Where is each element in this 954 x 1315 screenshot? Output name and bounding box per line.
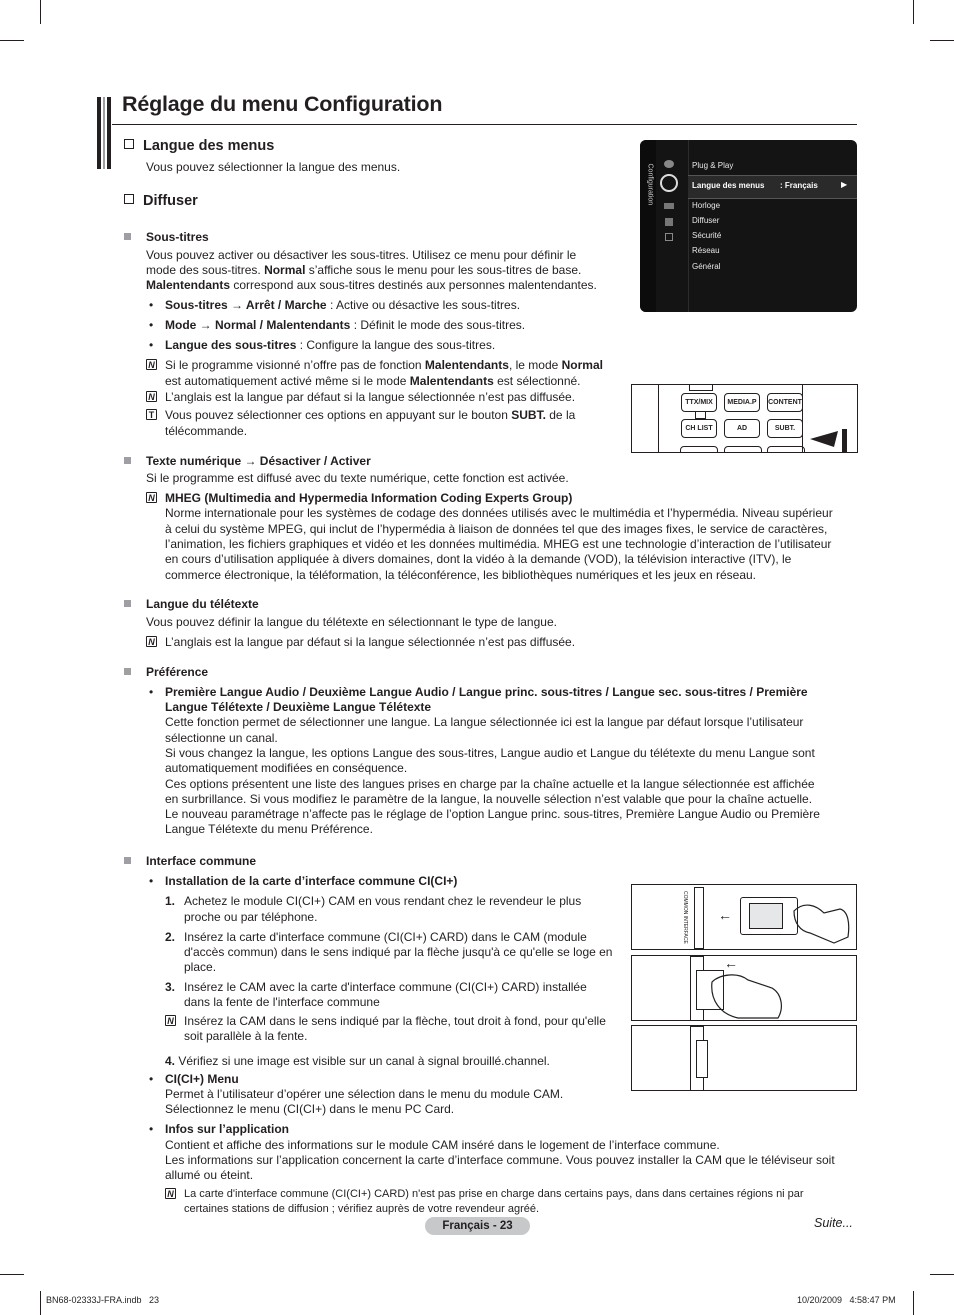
body-text: Sélectionnez le menu (CI(CI+) dans le menu PC Card. [165,1102,455,1116]
grey-square-icon [124,457,131,464]
body-text: Les informations sur l’application concernent la carte d’interface commune. Vous pouvez installer la CAM que le téléviseur soit [165,1153,835,1167]
menu-item-value: : Français [780,181,818,190]
bullet-icon: • [149,685,154,699]
checkbox-square-icon [124,139,134,149]
bullet-text: Sous-titres → Arrêt / Marche : Active ou désactive les sous-titres. [165,298,521,312]
bullet-text: Infos sur l’application [165,1122,290,1136]
note-text: est automatiquement activé même si le mode Malentendants est sélectionné. [165,374,581,388]
body-text: sélectionne un canal. [165,731,278,745]
ci-illustration-2 [631,955,857,1021]
subheading-teletexte: Langue du télétexte [146,597,259,611]
checkbox-square-icon [124,194,134,204]
bullet-icon: • [149,1072,154,1086]
note-text: Norme internationale pour les systèmes de codage des données utilisés avec le multimédia et l’hypermédia. Niveau supérieur [165,506,833,520]
step-text: dans la fente de l'interface commune [184,995,380,1009]
remote-note-icon: T [146,409,157,420]
crop-mark [40,0,41,24]
crop-mark [40,1291,41,1315]
menu-side-label: Configuration [646,163,654,206]
crop-mark [0,1274,24,1275]
menu-item-general[interactable]: Général [692,262,721,271]
subheading-texte: Texte numérique → Désactiver / Activer [146,454,371,468]
body-text: mode des sous-titres. Normal s’affiche sous le menu pour les sous-titres de base. [146,263,582,277]
file-label: BN68-02333J-FRA.indb 23 [46,1295,160,1305]
bullet-text: Langue Télétexte / Deuxième Langue Télétexte [165,700,432,714]
body-text: Contient et affiche des informations sur le module CAM inséré dans le logement de l’interface commune. [165,1138,720,1152]
content-button: CONTENT [767,393,803,412]
note-icon: N [146,391,157,402]
pointer-arrow-icon [808,425,856,452]
step-number: 1. [165,894,176,908]
body-text: Cette fonction permet de sélectionner une langue. La langue sélectionnée ici est la langue par défaut lorsque l’utilisateur [165,715,804,729]
step-number: 3. [165,980,176,994]
body-text: automatiquement modifiées en conséquence. [165,761,408,775]
note-text: l’animation, les fichiers graphiques et vidéo et les données multimédia. MHEG est une technologie d’interaction de l’utilisateur [165,537,832,551]
crop-mark [913,0,914,24]
arrow-left-icon: ← [724,955,738,971]
note-text: Insérez la CAM dans le sens indiqué par la flèche, tout droit à fond, pour qu'elle [184,1014,606,1028]
decor-bar [107,97,111,169]
section-heading: Diffuser [143,193,198,209]
note-text: télécommande. [165,424,248,438]
menu-item-reseau[interactable]: Réseau [692,246,720,255]
support-icon [665,233,673,241]
ci-card [749,903,783,929]
body-text: Le nouveau paramétrage n’affecte pas le réglage de l’option Langue princ. sous-titres, Première Langue Audio ou Première [165,807,820,821]
menu-item-horloge[interactable]: Horloge [692,201,721,210]
note-text: Vous pouvez sélectionner ces options en appuyant sur le bouton SUBT. de la [165,408,576,422]
body-text: Langue Télétexte du menu Préférence. [165,822,373,836]
arrow-right-icon: ▶ [841,180,848,189]
ch-list-button: CH LIST [681,419,717,438]
input-icon [664,203,674,209]
note-icon: N [165,1188,176,1199]
crop-mark [930,1274,954,1275]
slot-label: COMMON INTERFACE [682,891,688,944]
bullet-icon: • [149,338,154,352]
body-text: Vous pouvez activer ou désactiver les sous-titres. Utilisez ce menu pour définir le [146,248,577,262]
subheading-soustitres: Sous-titres [146,230,209,244]
body-text: Malentendants correspond aux sous-titres destinés aux personnes malentendantes. [146,278,597,292]
bullet-text: Première Langue Audio / Deuxième Langue Audio / Langue princ. sous-titres / Langue sec. sous-titres / Première [165,685,808,699]
section-langue-menus [124,138,274,154]
step-text: d'accès commun) dans le sens indiqué par la flèche jusqu'à ce qu'elle se loge en [184,945,613,959]
remote-illustration [631,384,858,453]
hand-icon [790,891,852,946]
body-text: Permet à l’utilisateur d’opérer une sélection dans le menu du module CAM. [165,1087,564,1101]
step-text: Insérez le CAM avec la carte d'interface commune (CI(CI+) CARD) installée [184,980,587,994]
bullet-icon: • [149,318,154,332]
bullet-icon: • [149,874,154,888]
ad-button: AD [724,419,760,438]
step-text: proche ou par téléphone. [184,910,318,924]
bullet-icon: • [149,298,154,312]
grey-square-icon [124,857,131,864]
note-text: à celui du système MPEG, qui inclut de l’hypermédia à liaison de données tel que des images fixes, le service de caractères, [165,522,828,536]
subheading-preference: Préférence [146,665,209,679]
menu-item-plug-play[interactable]: Plug & Play [692,161,734,170]
step-text: Insérez la carte d'interface commune (CI(CI+) CARD) dans le CAM (module [184,930,587,944]
bullet-icon: • [149,1122,154,1136]
note-heading: MHEG (Multimedia and Hypermedia Information Coding Experts Group) [165,491,573,505]
menu-item-diffuser[interactable]: Diffuser [692,216,720,225]
section-diffuser [124,193,198,209]
note-icon: N [146,359,157,370]
arrow-left-icon: ← [718,907,732,923]
note-text: L’anglais est la langue par défaut si la langue sélectionnée n’est pas diffusée. [165,390,576,404]
title-rule [112,124,857,125]
ttx-mix-button: TTX/MIX [681,393,717,412]
note-text: Si le programme visionné n’offre pas de fonction Malentendants, le mode Normal [165,358,603,372]
subheading-interface: Interface commune [146,854,257,868]
note-text: soit parallèle à la fente. [184,1029,308,1043]
note-text: certaines stations de diffusion ; vérifiez auprès de votre revendeur agréé. [184,1203,540,1215]
decor-bar [97,97,101,169]
body-text: allumé ou éteint. [165,1168,254,1182]
cam-module-inserted [696,1040,708,1078]
note-text: en cours d’utilisation appliquée à divers domaines, dont la vidéo à la demande (VOD), la télévision interactive (ITV), le [165,552,792,566]
body-text: en surbrillance. Si vous modifiez le paramètre de la langue, la nouvelle sélection n’est valable que pour la chaîne actuelle. [165,792,813,806]
section-heading: Langue des menus [143,138,275,154]
note-text: commerce électronique, la téléformation, la téléconférence, les bibliothèques numériques et les jeux en réseau. [165,568,756,582]
step-text: place. [184,960,217,974]
decor-bar [103,97,105,169]
crop-mark [0,40,24,41]
app-icon [665,218,673,226]
grey-square-icon [124,233,131,240]
ci-illustration-1 [631,884,857,950]
bullet-text: Langue des sous-titres : Configure la langue des sous-titres. [165,338,496,352]
menu-item-securite[interactable]: Sécurité [692,231,722,240]
ci-illustration-3 [631,1025,857,1091]
step-number: 2. [165,930,176,944]
note-text: La carte d'interface commune (CI(CI+) CARD) n'est pas prise en charge dans certains pays, dans dans certaines régions ni par [184,1188,804,1200]
body-text: Si le programme est diffusé avec du texte numérique, cette fonction est activée. [146,471,569,485]
crop-mark [930,40,954,41]
bullet-text: CI(CI+) Menu [165,1072,239,1086]
bullet-text: Mode → Normal / Malentendants : Définit le mode des sous-titres. [165,318,526,332]
page-title: Réglage du menu Configuration [122,92,443,116]
note-icon: N [165,1015,176,1026]
body-text: Si vous changez la langue, les options Langue des sous-titres, Langue audio et Langue du télétexte du menu Langue sont [165,746,815,760]
note-icon: N [146,636,157,647]
grey-square-icon [124,668,131,675]
suite-label: Suite... [814,1216,853,1230]
hand-icon [708,968,788,1020]
gear-icon [660,174,678,192]
media-p-button: MEDIA.P [724,393,760,412]
step-text: Achetez le module CI(CI+) CAM en vous rendant chez le revendeur le plus [184,894,582,908]
body-text: Vous pouvez définir la langue du télétexte en sélectionnant le type de langue. [146,615,557,629]
grey-square-icon [124,600,131,607]
picture-icon [664,160,674,168]
tv-menu-screenshot [640,140,857,312]
menu-item-langue[interactable]: Langue des menus [692,181,765,190]
subt-button: SUBT. [767,419,803,438]
step-text: 4. Vérifiez si une image est visible sur un canal à signal brouillé.channel. [165,1054,550,1068]
body-text: Vous pouvez sélectionner la langue des menus. [146,160,401,174]
note-icon: N [146,492,157,503]
bullet-text: Installation de la carte d’interface commune CI(CI+) [165,874,458,888]
body-text: Ces options présentent une liste des langues prises en charge par la chaîne actuelle et la langue sélectionnée est affichée [165,777,815,791]
print-date: 10/20/2009 4:58:47 PM [797,1295,896,1305]
page-number-badge: Français - 23 [425,1217,530,1235]
crop-mark [913,1291,914,1315]
note-text: L’anglais est la langue par défaut si la langue sélectionnée n’est pas diffusée. [165,635,576,649]
